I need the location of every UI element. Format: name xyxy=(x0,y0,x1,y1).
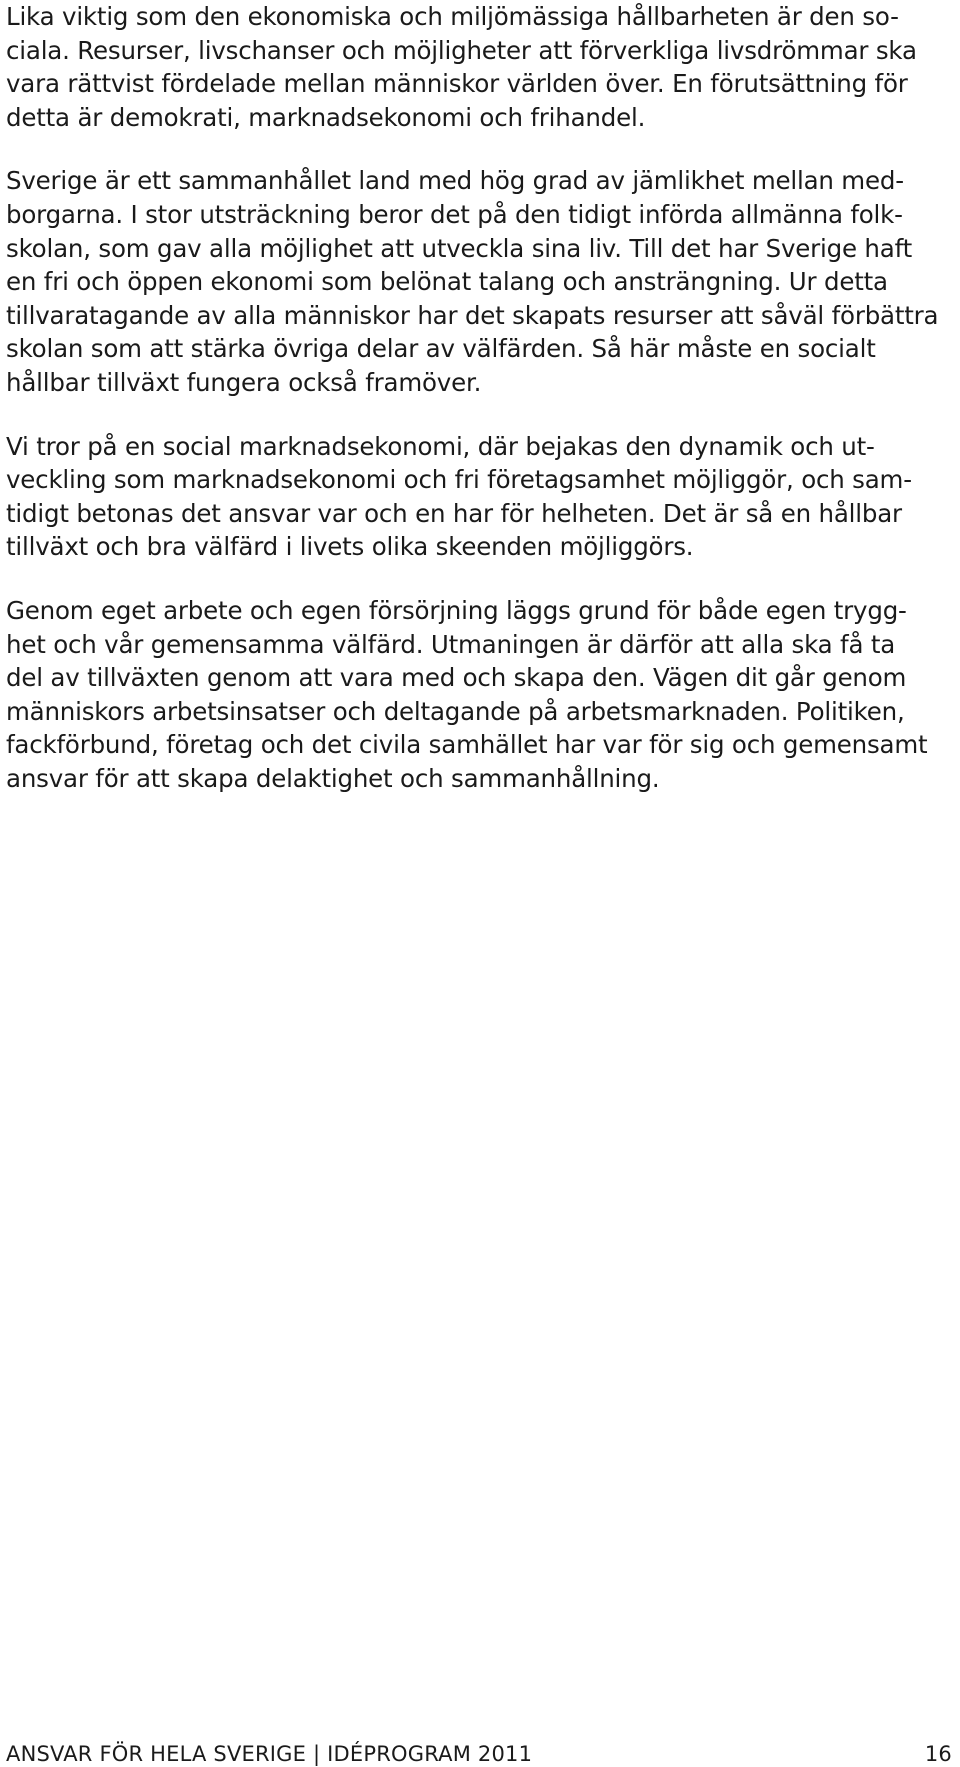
footer-title: ANSVAR FÖR HELA SVERIGE | IDÉPROGRAM 2011 xyxy=(6,1742,533,1766)
text-line: skolan som att stärka övriga delar av välfärden. Så här måste en socialt xyxy=(6,334,876,364)
text-line: tidigt betonas det ansvar var och en har för helheten. Det är så en hållbar xyxy=(6,498,902,528)
paragraph-work-and-welfare xyxy=(6,594,952,796)
page-footer xyxy=(6,1742,952,1766)
text-line: Lika viktig som den ekonomiska och miljömässiga hållbarheten är den so- xyxy=(6,2,899,31)
text-line: en fri och öppen ekonomi som belönat talang och ansträngning. Ur detta xyxy=(6,267,888,297)
text-line: hållbar tillväxt fungera också framöver. xyxy=(6,367,482,397)
text-line: Genom eget arbete och egen försörjning läggs grund för både egen trygg- xyxy=(6,595,907,625)
text-line: tillvaratagande av alla människor har det skapats resurser att såväl förbättra xyxy=(6,300,939,330)
text-line: borgarna. I stor utsträckning beror det på den tidigt införda allmänna folk- xyxy=(6,199,903,229)
document-body xyxy=(6,0,952,825)
text-line: veckling som marknadsekonomi och fri företagsamhet möjliggör, och sam- xyxy=(6,465,912,495)
paragraph-cohesive-sweden xyxy=(6,164,952,399)
text-line: fackförbund, företag och det civila samhället har var för sig och gemensamt xyxy=(6,730,928,760)
text-line: del av tillväxten genom att vara med och skapa den. Vägen dit går genom xyxy=(6,663,907,693)
text-line: Vi tror på en social marknadsekonomi, där bejakas den dynamik och ut- xyxy=(6,431,875,461)
text-line: het och vår gemensamma välfärd. Utmaningen är därför att alla ska få ta xyxy=(6,629,896,659)
text-line: ansvar för att skapa delaktighet och sammanhållning. xyxy=(6,763,660,793)
text-line: ciala. Resurser, livschanser och möjligheter att förverkliga livsdrömmar ska xyxy=(6,35,917,65)
text-line: Sverige är ett sammanhållet land med hög grad av jämlikhet mellan med- xyxy=(6,166,904,196)
page-number: 16 xyxy=(924,1742,952,1766)
text-line: vara rättvist fördelade mellan människor världen över. En förutsättning för xyxy=(6,69,908,99)
text-line: tillväxt och bra välfärd i livets olika skeenden möjliggörs. xyxy=(6,532,694,562)
text-line: detta är demokrati, marknadsekonomi och frihandel. xyxy=(6,102,646,132)
text-line: människors arbetsinsatser och deltagande på arbetsmarknaden. Politiken, xyxy=(6,696,905,726)
paragraph-social-market-economy xyxy=(6,430,952,564)
paragraph-social-sustainability xyxy=(6,0,952,134)
text-line: skolan, som gav alla möjlighet att utveckla sina liv. Till det har Sverige haft xyxy=(6,233,912,263)
